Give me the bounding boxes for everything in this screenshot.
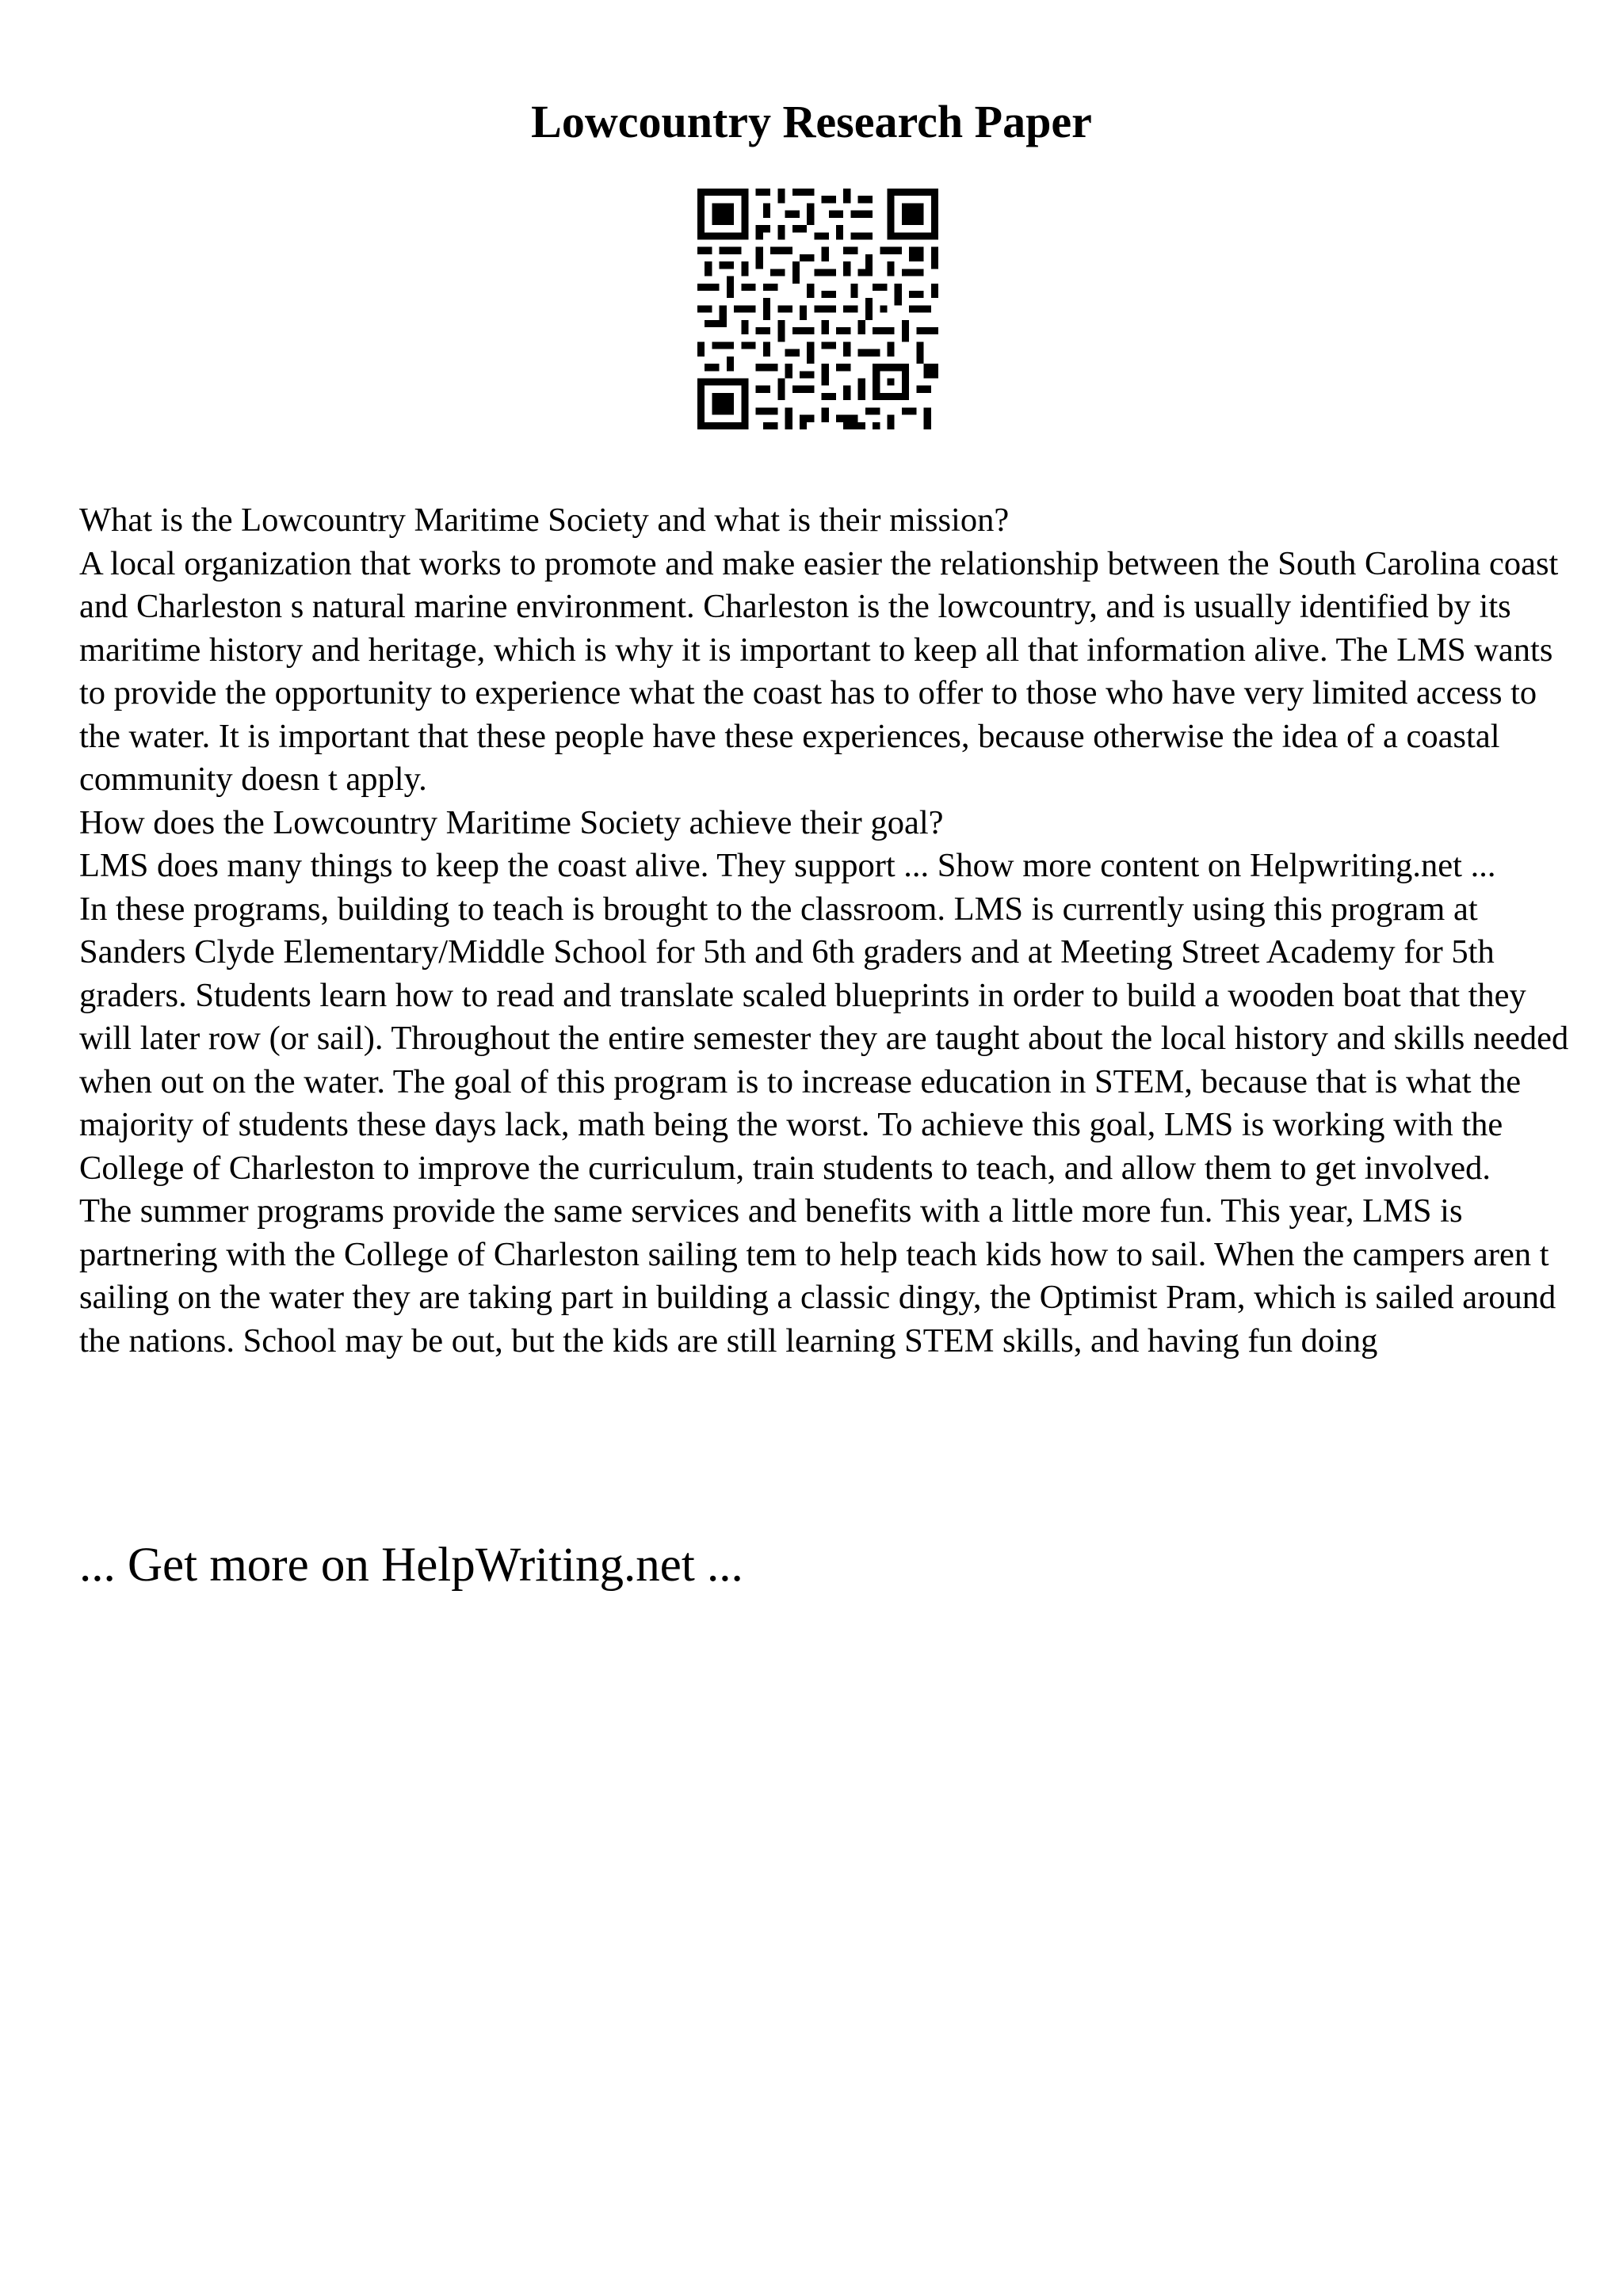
qr-code-icon[interactable] xyxy=(697,189,938,429)
answer-goal-preview: LMS does many things to keep the coast alive. They support ... Show more content on Helpwriting.net ... xyxy=(79,847,1496,884)
page-title: Lowcountry Research Paper xyxy=(531,96,1092,147)
question-mission: What is the Lowcountry Maritime Society and what is their mission? xyxy=(79,502,1010,539)
answer-mission: A local organization that works to promote and make easier the relationship between the South Carolina coast and Charleston s natural marine environment. Charleston is the lowcountry, and is usually identified by its maritime history and heritage, which is why it is important to keep all that information alive. The LMS wants to provide the opportunity to experience what the coast has to offer to those who have very limited access to the water. It is important that these people have these experiences, because otherwise the idea of a coastal community doesn t apply. xyxy=(79,544,1559,798)
paragraph-summer-programs: The summer programs provide the same services and benefits with a little more fun. This year, LMS is partnering with the College of Charleston sailing tem to help teach kids how to sail. When the campers aren t sailing on the water they are taking part in building a classic dingy, the Optimist Pram, which is sailed around the nations. School may be out, but the kids are still learning STEM skills, and having fun doing xyxy=(79,1192,1556,1360)
question-goal: How does the Lowcountry Maritime Society achieve their goal? xyxy=(79,803,944,841)
get-more-link[interactable]: ... Get more on HelpWriting.net ... xyxy=(79,1539,743,1592)
paragraph-classroom-programs: In these programs, building to teach is brought to the classroom. LMS is currently using this program at Sanders Clyde Elementary/Middle School for 5th and 6th graders and at Meeting Street Academy for 5th graders. Students learn how to read and translate scaled blueprints in order to build a wooden boat that they will later row (or sail). Throughout the entire semester they are taught about the local history and skills needed when out on the water. The goal of this program is to increase education in STEM, because that is what the majority of students these days lack, math being the worst. To achieve this goal, LMS is working with the College of Charleston to improve the curriculum, train students to teach, and allow them to get involved. xyxy=(79,890,1569,1187)
article-body xyxy=(79,499,1569,1363)
